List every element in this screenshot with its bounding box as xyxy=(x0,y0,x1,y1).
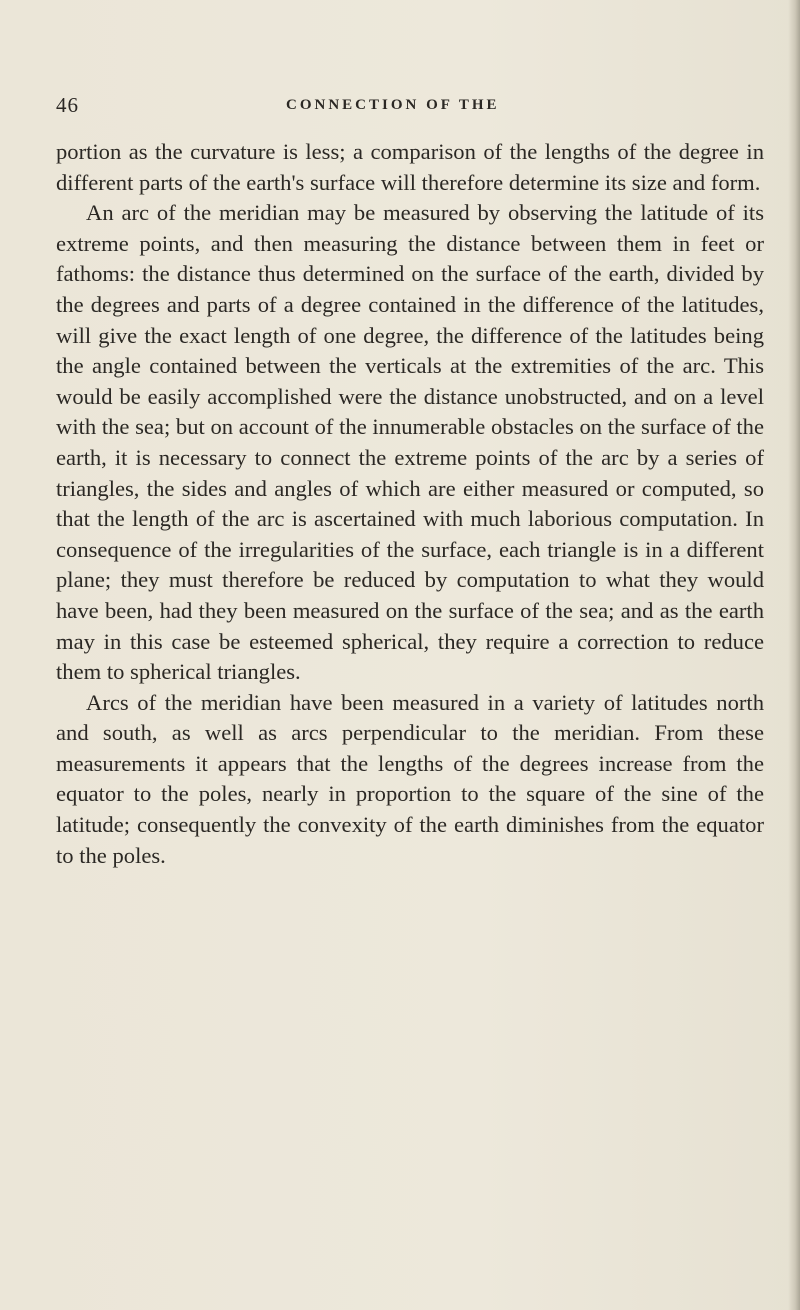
paragraph-arc-measurement: An arc of the meridian may be measured by observing the latitude of its extreme points, and then measuring the distance between them in feet or fathoms: the distance thus determined on the surface of the earth, divided by the degrees and parts of a degree contained in the difference of the latitudes, will give the exact length of one degree, the difference of the latitudes being the angle contained between the verticals at the extremities of the arc. This would be easily accomplished were the distance unobstructed, and on a level with the sea; but on account of the innumerable obstacles on the surface of the earth, it is necessary to connect the extreme points of the arc by a series of triangles, the sides and angles of which are either measured or computed, so that the length of the arc is ascertained with much laborious computation. In consequence of the irregularities of the surface, each triangle is in a different plane; they must therefore be reduced by computation to what they would have been, had they been measured on the surface of the sea; and as the earth may in this case be esteemed spherical, they require a correction to reduce them to spherical triangles. xyxy=(56,200,764,685)
paragraph-arcs-of-meridian: Arcs of the meridian have been measured in a variety of latitudes north and south, as well as arcs perpendicular to the meridian. From these measurements it appears that the lengths of the degrees increase from the equator to the poles, nearly in proportion to the square of the sine of the latitude; consequently the convexity of the earth diminishes from the equator to the poles. xyxy=(56,689,764,868)
running-head xyxy=(56,93,756,123)
page-number: 46 xyxy=(56,93,79,117)
page-edge-shadow xyxy=(788,0,800,1310)
paragraph-continued: portion as the curvature is less; a comparison of the lengths of the degree in different parts of the earth's surface will therefore determine its size and form. xyxy=(56,139,764,195)
running-head-title: CONNECTION OF THE xyxy=(286,97,500,113)
body-text xyxy=(56,137,764,871)
